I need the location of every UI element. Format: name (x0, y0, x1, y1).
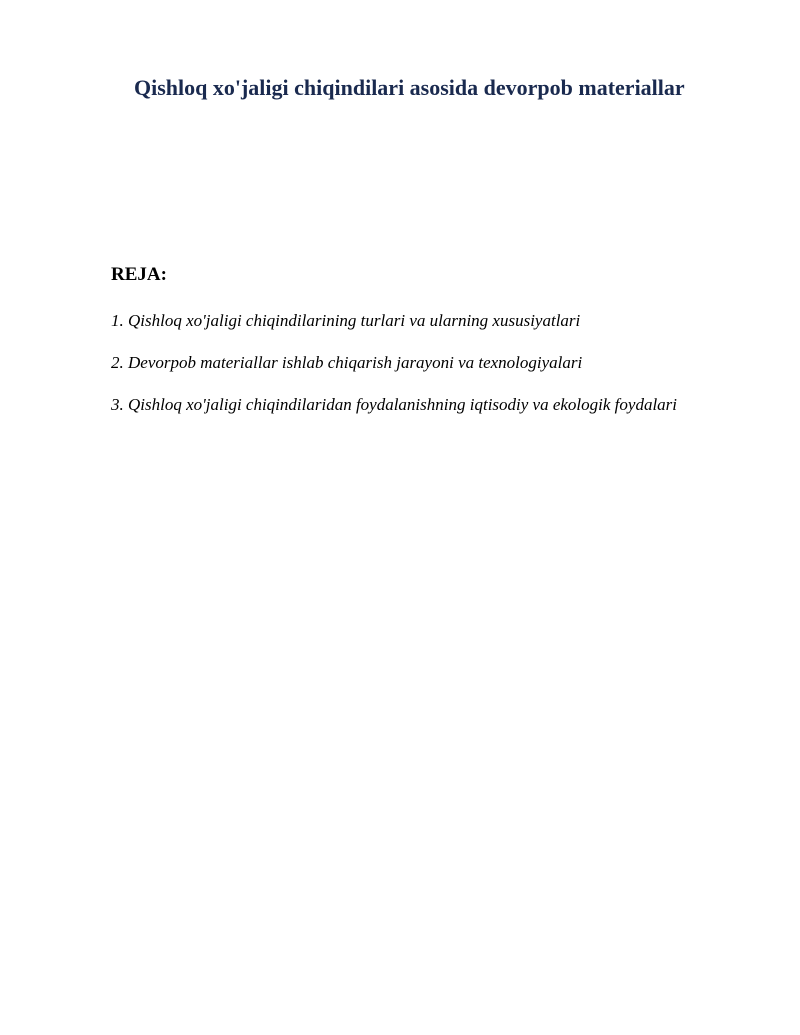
plan-item-2: 2. Devorpob materiallar ishlab chiqarish jarayoni va texnologiyalari (111, 353, 583, 372)
plan-item-1: 1. Qishloq xo'jaligi chiqindilarining turlari va ularning xususiyatlari (111, 311, 581, 330)
document-title: Qishloq xo'jaligi chiqindilari asosida devorpob materiallar (134, 75, 685, 100)
plan-heading: REJA: (111, 264, 167, 285)
plan-item-3: 3. Qishloq xo'jaligi chiqindilaridan foydalanishning iqtisodiy va ekologik foydalari (111, 395, 678, 414)
plan-list (111, 309, 677, 435)
